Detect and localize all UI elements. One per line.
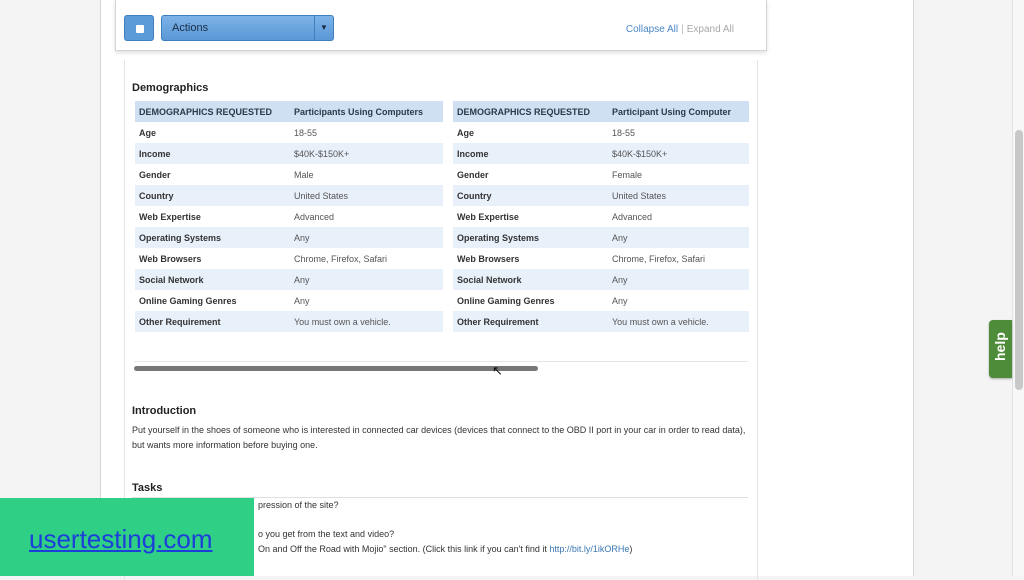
table-row (135, 164, 443, 185)
task-item-3-text: On and Off the Road with Mojio" section. (Click this link if you can't find it (258, 544, 550, 554)
expand-all-link[interactable]: Expand All (686, 24, 734, 35)
collapse-all-link[interactable]: Collapse All (625, 24, 679, 35)
table-row (453, 290, 749, 311)
row-value: $40K-$150K+ (608, 143, 749, 164)
table-row (135, 311, 443, 332)
row-key: Online Gaming Genres (139, 295, 237, 306)
row-key: Web Expertise (457, 211, 519, 222)
row-key: Age (139, 127, 157, 138)
row-value: $40K-$150K+ (290, 143, 443, 164)
table-header-row (453, 101, 749, 122)
row-key: Operating Systems (135, 227, 290, 248)
row-value: Male (294, 169, 314, 180)
select-all-checkbox-button[interactable] (124, 15, 154, 41)
table-header-key: DEMOGRAPHICS REQUESTED (135, 101, 290, 122)
row-key: Gender (457, 169, 489, 180)
table-row (453, 227, 749, 248)
table-row (453, 143, 749, 164)
row-key: Income (135, 143, 290, 164)
row-key: Country (453, 185, 608, 206)
brand-label: usertesting.com (29, 524, 213, 554)
row-value: United States (608, 185, 749, 206)
row-value: You must own a vehicle. (608, 311, 749, 332)
demographics-table-computer (453, 101, 749, 332)
task-item-3 (258, 544, 632, 554)
row-value: Female (612, 169, 643, 180)
row-key: Web Expertise (139, 211, 201, 222)
row-value: Any (290, 227, 443, 248)
table-row (453, 185, 749, 206)
mouse-cursor-icon: ↖ (492, 363, 503, 378)
table-row (453, 164, 749, 185)
checkbox-icon (136, 25, 144, 33)
row-value: Chrome, Firefox, Safari (294, 253, 388, 264)
table-row (135, 143, 443, 164)
demographics-title: Demographics (132, 82, 209, 94)
row-key: Operating Systems (453, 227, 608, 248)
row-value: 18-55 (612, 127, 636, 138)
table-row (453, 269, 749, 290)
table-row (135, 269, 443, 290)
introduction-title: Introduction (132, 405, 197, 417)
table-row (453, 122, 749, 143)
tasks-title: Tasks (132, 482, 163, 494)
row-value: Any (608, 269, 749, 290)
page-scrollbar-thumb[interactable] (1015, 130, 1023, 390)
row-value: You must own a vehicle. (290, 311, 443, 332)
row-value: Any (290, 269, 443, 290)
row-value: Advanced (294, 211, 335, 222)
table-row (135, 122, 443, 143)
horizontal-scrollbar-thumb[interactable] (134, 366, 538, 371)
page-scrollbar[interactable] (1012, 0, 1024, 576)
row-key: Income (453, 143, 608, 164)
row-key: Other Requirement (135, 311, 290, 332)
table-row (135, 290, 443, 311)
task-item-3-end: ) (629, 544, 633, 554)
table-header-row (135, 101, 443, 122)
row-value: Any (294, 295, 310, 306)
table-row (453, 311, 749, 332)
collapse-expand-links (626, 24, 734, 35)
table-header-value: Participants Using Computers (290, 101, 443, 122)
link-separator: | (681, 24, 684, 35)
table-row (453, 206, 749, 227)
task-item-1: pression of the site? (258, 500, 339, 510)
row-key: Social Network (453, 269, 608, 290)
task-item-2: o you get from the text and video? (258, 529, 395, 539)
row-value: United States (290, 185, 443, 206)
row-key: Country (135, 185, 290, 206)
row-value: Any (608, 227, 749, 248)
actions-dropdown[interactable] (161, 15, 334, 41)
introduction-text: Put yourself in the shoes of someone who is interested in connected car devices (devices that connect to the OBD II port in your car in order to read data), but wants more information before buying one. (132, 425, 746, 450)
table-row (135, 248, 443, 269)
chevron-down-icon: ▼ (314, 16, 333, 40)
row-key: Gender (139, 169, 171, 180)
row-key: Online Gaming Genres (457, 295, 555, 306)
row-value: Any (612, 295, 628, 306)
toolbar (115, 0, 767, 51)
row-key: Other Requirement (453, 311, 608, 332)
table-row (135, 185, 443, 206)
brand-watermark (0, 498, 254, 576)
help-tab-button[interactable] (989, 320, 1012, 378)
row-value: Advanced (612, 211, 653, 222)
row-key: Web Browsers (139, 253, 202, 264)
row-key: Web Browsers (457, 253, 520, 264)
demographics-table-computers (135, 101, 443, 332)
table-row (135, 206, 443, 227)
row-key: Social Network (135, 269, 290, 290)
actions-label: Actions (172, 22, 209, 34)
row-value: 18-55 (294, 127, 318, 138)
table-row (453, 248, 749, 269)
row-key: Age (457, 127, 475, 138)
task-link[interactable]: http://bit.ly/1ikORHe (549, 544, 630, 554)
row-value: Chrome, Firefox, Safari (612, 253, 706, 264)
table-horizontal-scrollbar[interactable] (134, 361, 748, 372)
table-row (135, 227, 443, 248)
table-header-key: DEMOGRAPHICS REQUESTED (453, 101, 608, 122)
table-header-value: Participant Using Computer (608, 101, 749, 122)
help-label: help (992, 332, 1008, 361)
